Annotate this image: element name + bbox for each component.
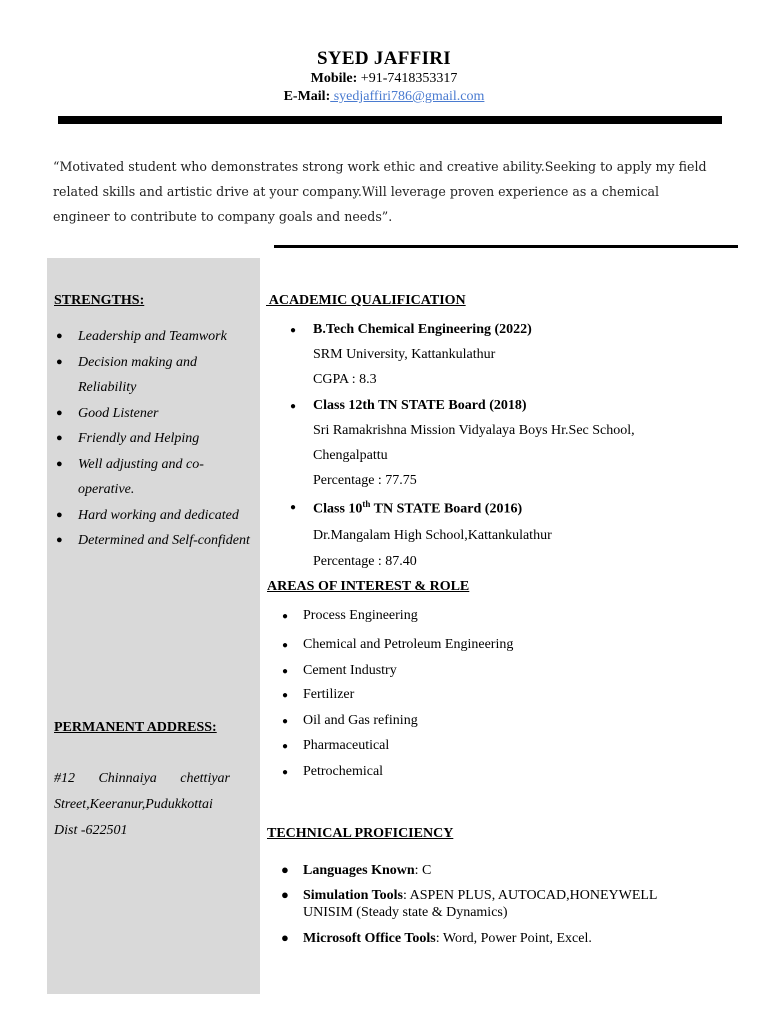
email-link[interactable]: syedjaffiri786@gmail.com	[330, 89, 485, 104]
header-divider	[58, 116, 722, 124]
interest-item: Cement Industry	[303, 663, 397, 678]
academic-title-sup: th	[362, 499, 371, 509]
bullet-icon: ●	[282, 690, 289, 701]
interest-item: Pharmaceutical	[303, 738, 390, 753]
strength-item: ● Friendly and Helping	[54, 426, 254, 452]
academic-heading: ACADEMIC QUALIFICATION	[266, 293, 466, 308]
bullet-icon: ●	[290, 325, 297, 336]
academic-title	[313, 499, 522, 518]
candidate-name: SYED JAFFIRI	[317, 48, 451, 69]
strengths-heading: STRENGTHS:	[54, 293, 145, 308]
strength-item: ● Good Listener	[54, 401, 254, 427]
strength-item: ● Decision making and Reliability	[54, 350, 254, 401]
interest-item: Petrochemical	[303, 764, 384, 779]
bullet-icon: ●	[281, 930, 289, 945]
academic-detail: Percentage : 87.40	[313, 554, 417, 569]
interest-item: Fertilizer	[303, 687, 355, 702]
bullet-icon: ●	[282, 741, 289, 752]
bullet-icon: ●	[290, 502, 297, 513]
email-label: E-Mail:	[283, 89, 331, 104]
academic-title-pre: Class 10	[313, 501, 363, 517]
academic-detail: CGPA : 8.3	[313, 372, 377, 387]
strength-item: ● Well adjusting and co-operative.	[54, 452, 254, 503]
technical-label: Microsoft Office Tools	[303, 931, 436, 946]
academic-title-post: TN STATE Board (2016)	[370, 501, 523, 517]
permanent-address: #12 Chinnaiya chettiyar Street,Keeranur,Pudukkottai Dist -622501	[54, 771, 230, 838]
mobile-label: Mobile:	[310, 71, 358, 86]
objective-divider	[274, 245, 738, 248]
address-heading: PERMANENT ADDRESS:	[54, 720, 217, 735]
academic-detail: Sri Ramakrishna Mission Vidyalaya Boys Hr.Sec School,	[313, 423, 635, 438]
technical-item	[303, 931, 592, 947]
bullet-icon: ●	[282, 716, 289, 727]
academic-title: Class 12th TN STATE Board (2018)	[313, 398, 527, 413]
bullet-icon: ●	[290, 401, 297, 412]
bullet-icon: ●	[281, 887, 289, 902]
strength-item: ● Determined and Self-confident	[54, 528, 254, 554]
technical-label: Simulation Tools	[303, 888, 403, 903]
interest-item: Chemical and Petroleum Engineering	[303, 637, 514, 652]
academic-detail: SRM University, Kattankulathur	[313, 347, 496, 362]
bullet-icon: ●	[282, 640, 289, 651]
strengths-list	[54, 324, 254, 554]
bullet-icon: ●	[282, 611, 289, 622]
interest-item: Process Engineering	[303, 608, 418, 623]
technical-value-continued: UNISIM (Steady state & Dynamics)	[303, 905, 508, 920]
technical-value: : ASPEN PLUS, AUTOCAD,HONEYWELL	[403, 888, 658, 903]
objective-statement: “Motivated student who demonstrates strong work ethic and creative ability.Seeking to apply my field related skills and artistic drive at your company.Will leverage proven experience as a chemical engineer to contribute to company goals and needs”.	[53, 159, 707, 224]
email-line	[0, 89, 768, 105]
technical-item	[303, 888, 657, 904]
bullet-icon: ●	[281, 862, 289, 877]
technical-value: : C	[414, 863, 432, 878]
academic-detail: Dr.Mangalam High School,Kattankulathur	[313, 528, 552, 543]
technical-heading: TECHNICAL PROFICIENCY	[267, 826, 454, 841]
academic-detail: Percentage : 77.75	[313, 473, 417, 488]
strength-item: ● Hard working and dedicated	[54, 503, 254, 529]
technical-value: : Word, Power Point, Excel.	[435, 931, 592, 946]
academic-detail: Chengalpattu	[313, 448, 388, 463]
interest-item: Oil and Gas refining	[303, 713, 418, 728]
technical-label: Languages Known	[303, 863, 415, 878]
mobile-line	[0, 71, 768, 87]
bullet-icon: ●	[282, 767, 289, 778]
academic-title: B.Tech Chemical Engineering (2022)	[313, 322, 532, 337]
technical-item	[303, 863, 431, 879]
interests-heading: AREAS OF INTEREST & ROLE	[267, 579, 470, 594]
bullet-icon: ●	[282, 666, 289, 677]
mobile-number: +91-7418353317	[360, 71, 458, 86]
strength-item: ● Leadership and Teamwork	[54, 324, 254, 350]
